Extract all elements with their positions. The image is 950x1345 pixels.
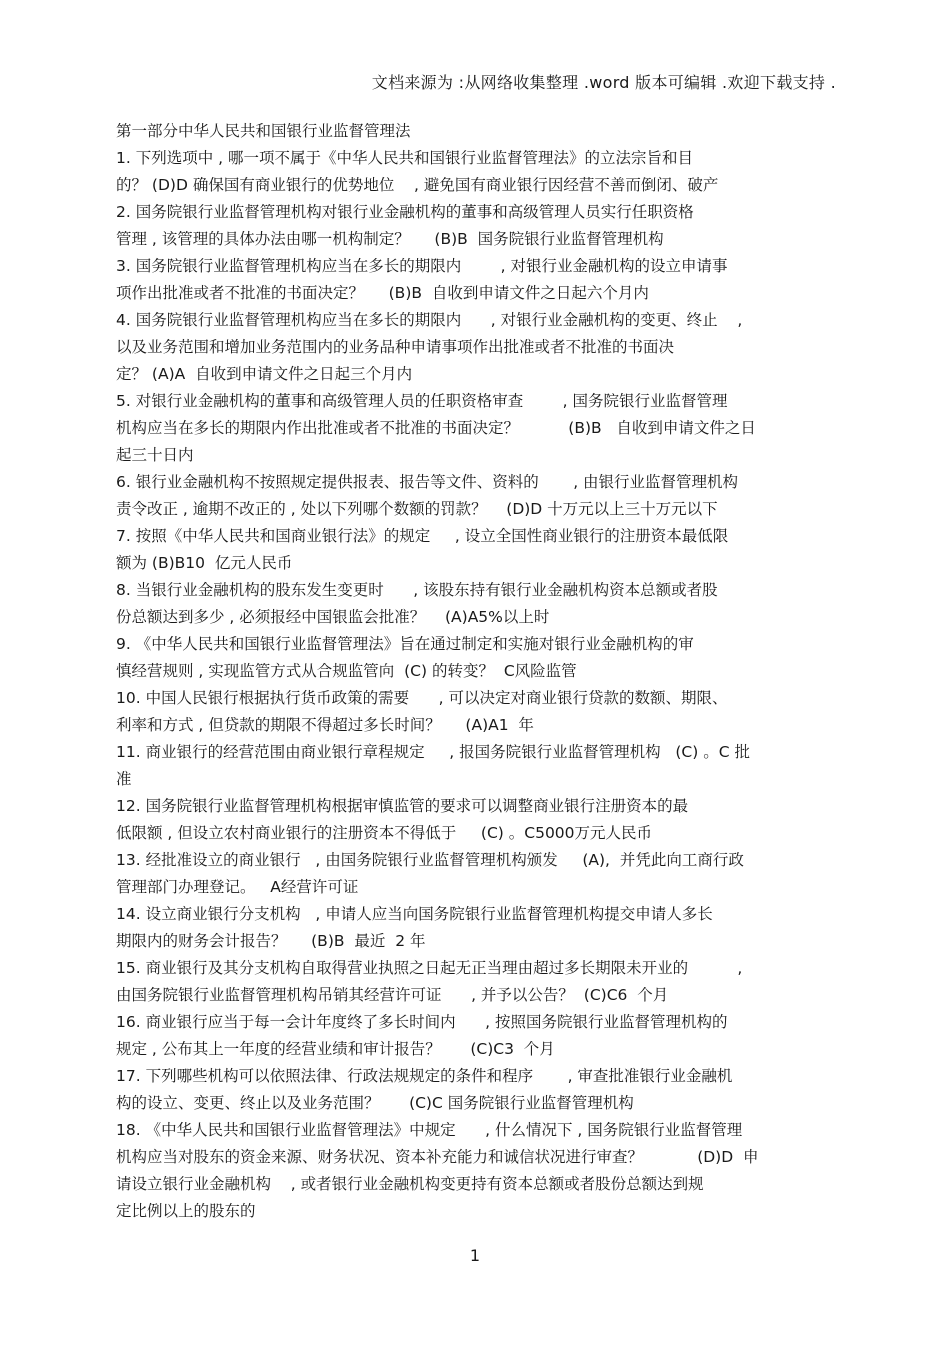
text-line: 4. 国务院银行业监督管理机构应当在多长的期限内 , 对银行业金融机构的变更、终止 ,	[116, 311, 743, 329]
text-line: 由国务院银行业监督管理机构吊销其经营许可证 , 并予以公告？ (C)C6 个月	[116, 986, 669, 1004]
text-line: 慎经营规则 , 实现监管方式从合规监管向 (C) 的转变？ C风险监管	[116, 662, 577, 680]
text-line: 6. 银行业金融机构不按照规定提供报表、报告等文件、资料的 , 由银行业监督管理机构	[116, 473, 739, 491]
text-line: 低限额 , 但设立农村商业银行的注册资本不得低于 (C) 。C5000万元人民币	[116, 824, 653, 842]
text-line: 18. 《中华人民共和国银行业监督管理法》中规定 , 什么情况下 , 国务院银行业监督管理	[116, 1121, 743, 1139]
text-line: 项作出批准或者不批准的书面决定？ (B)B 自收到申请文件之日起六个月内	[116, 284, 649, 302]
text-line: 9. 《中华人民共和国银行业监督管理法》旨在通过制定和实施对银行业金融机构的审	[116, 635, 694, 653]
page-number: 1	[469, 1246, 481, 1265]
text-line: 管理 , 该管理的具体办法由哪一机构制定？ (B)B 国务院银行业监督管理机构	[116, 230, 664, 248]
text-line: 起三十日内	[116, 446, 194, 464]
document-source-note: 文档来源为 :从网络收集整理 .word 版本可编辑 .欢迎下载支持 .	[371, 73, 836, 92]
document-body	[116, 118, 836, 1225]
text-line: 14. 设立商业银行分支机构 , 申请人应当向国务院银行业监督管理机构提交申请人多长	[116, 905, 713, 923]
text-line: 请设立银行业金融机构 , 或者银行业金融机构变更持有资本总额或者股份总额达到规	[116, 1175, 704, 1193]
text-line: 准	[116, 770, 132, 788]
text-line: 5. 对银行业金融机构的董事和高级管理人员的任职资格审查 , 国务院银行业监督管理	[116, 392, 728, 410]
text-line: 1. 下列选项中 , 哪一项不属于《中华人民共和国银行业监督管理法》的立法宗旨和目	[116, 149, 693, 167]
text-line: 构的设立、变更、终止以及业务范围？ (C)C 国务院银行业监督管理机构	[116, 1094, 634, 1112]
text-line: 8. 当银行业金融机构的股东发生变更时 , 该股东持有银行业金融机构资本总额或者股	[116, 581, 718, 599]
text-line: 管理部门办理登记。 A经营许可证	[116, 878, 359, 896]
text-line: 责令改正 , 逾期不改正的 , 处以下列哪个数额的罚款？ (D)D 十万元以上三十万元以下	[116, 500, 718, 518]
text-line: 以及业务范围和增加业务范围内的业务品种申请事项作出批准或者不批准的书面决	[116, 338, 675, 356]
text-line: 17. 下列哪些机构可以依照法律、行政法规规定的条件和程序 , 审查批准银行业金融机	[116, 1067, 733, 1085]
text-line: 10. 中国人民银行根据执行货币政策的需要 , 可以决定对商业银行贷款的数额、期限、	[116, 689, 728, 707]
text-line: 13. 经批准设立的商业银行 , 由国务院银行业监督管理机构颁发 (A), 并凭此向工商行政	[116, 851, 744, 869]
text-line: 15. 商业银行及其分支机构自取得营业执照之日起无正当理由超过多长期限未开业的 ,	[116, 959, 743, 977]
text-line: 份总额达到多少 , 必须报经中国银监会批准？ (A)A5%以上时	[116, 608, 550, 626]
text-line: 规定 , 公布其上一年度的经营业绩和审计报告？ (C)C3 个月	[116, 1040, 555, 1058]
text-line: 机构应当在多长的期限内作出批准或者不批准的书面决定？ (B)B 自收到申请文件之日	[116, 419, 756, 437]
text-line: 12. 国务院银行业监督管理机构根据审慎监管的要求可以调整商业银行注册资本的最	[116, 797, 689, 815]
text-line: 16. 商业银行应当于每一会计年度终了多长时间内 , 按照国务院银行业监督管理机构的	[116, 1013, 728, 1031]
text-line: 11. 商业银行的经营范围由商业银行章程规定 , 报国务院银行业监督管理机构 (C) 。C 批	[116, 743, 750, 761]
text-line: 7. 按照《中华人民共和国商业银行法》的规定 , 设立全国性商业银行的注册资本最低限	[116, 527, 729, 545]
text-line: 定？ (A)A 自收到申请文件之日起三个月内	[116, 365, 413, 383]
text-line: 3. 国务院银行业监督管理机构应当在多长的期限内 , 对银行业金融机构的设立申请事	[116, 257, 728, 275]
text-line: 机构应当对股东的资金来源、财务状况、资本补充能力和诚信状况进行审查？ (D)D 申	[116, 1148, 759, 1166]
text-line: 利率和方式 , 但贷款的期限不得超过多长时间？ (A)A1 年	[116, 716, 534, 734]
text-line: 额为 (B)B10 亿元人民币	[116, 554, 293, 572]
section-title: 第一部分中华人民共和国银行业监督管理法	[116, 122, 411, 140]
text-line: 期限内的财务会计报告？ (B)B 最近 2 年	[116, 932, 426, 950]
text-line: 的？ (D)D 确保国有商业银行的优势地位 , 避免国有商业银行因经营不善而倒闭、破产	[116, 176, 719, 194]
text-line: 定比例以上的股东的	[116, 1202, 256, 1220]
text-line: 2. 国务院银行业监督管理机构对银行业金融机构的董事和高级管理人员实行任职资格	[116, 203, 694, 221]
